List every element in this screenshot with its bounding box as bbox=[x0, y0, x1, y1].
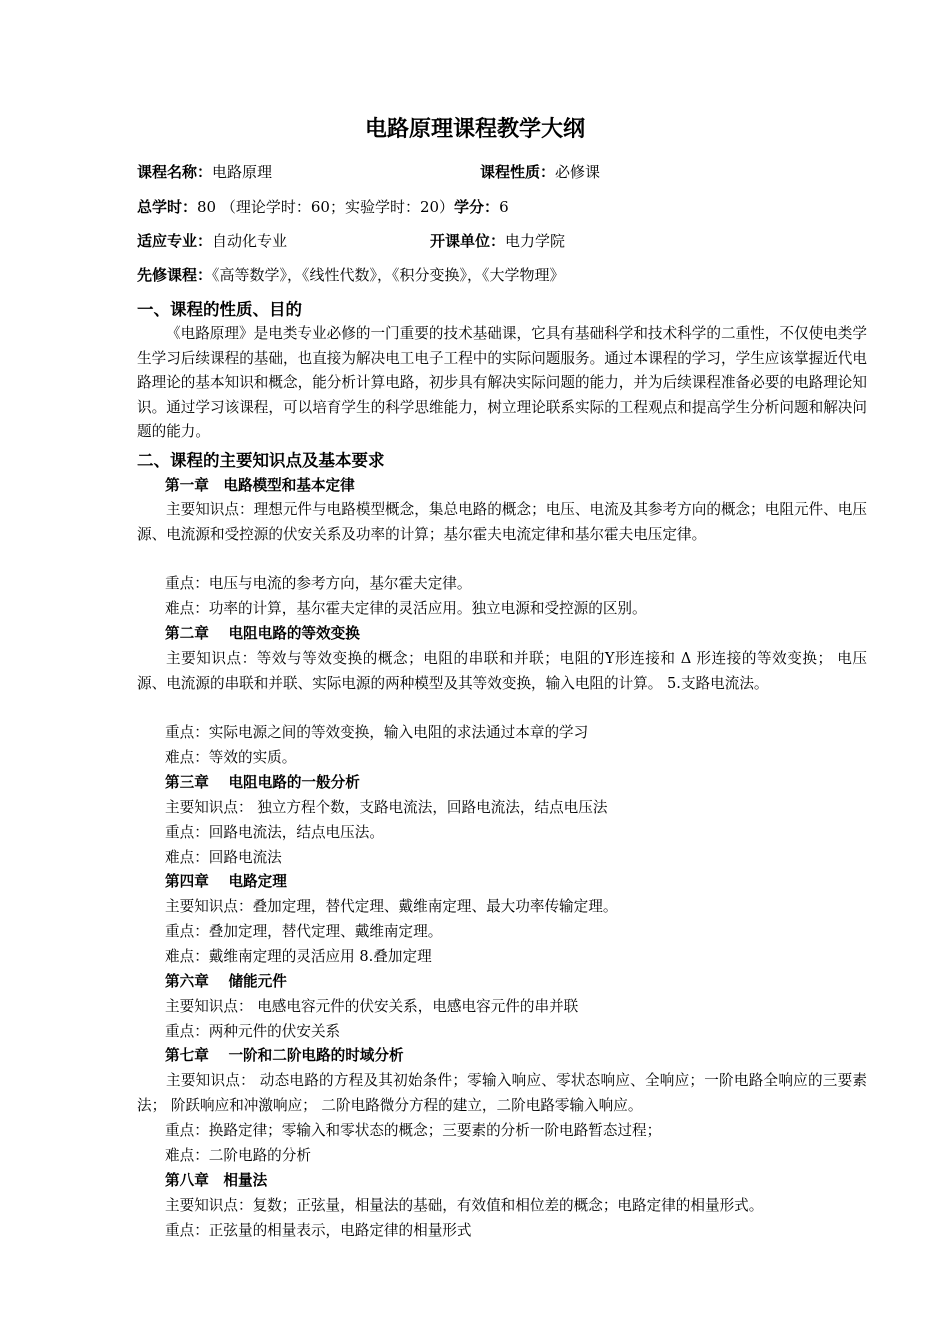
chapter1-key: 重点：电压与电流的参考方向，基尔霍夫定律。 bbox=[165, 575, 472, 592]
chapter7-main: 主要知识点： 动态电路的方程及其初始条件；零输入响应、零状态响应、全响应；一阶电路全响应的三要素法； 阶跃响应和冲激响应； 二阶电路微分方程的建立，二阶电路零输入响应。 bbox=[137, 1072, 867, 1114]
section1-heading: 一、课程的性质、目的 bbox=[137, 300, 302, 319]
prereq-value: 《高等数学》，《线性代数》，《积分变换》，《大学物理》 bbox=[212, 266, 565, 284]
chapter2-key: 重点：实际电源之间的等效变换，输入电阻的求法通过本章的学习 bbox=[165, 724, 589, 741]
meta-row-prereq bbox=[137, 263, 565, 287]
credits-value: 6 bbox=[499, 198, 509, 216]
course-type bbox=[480, 160, 600, 184]
meta-row-major-unit bbox=[137, 229, 566, 253]
section1-body: 《电路原理》是电类专业必修的一门重要的技术基础课，它具有基础科学和技术科学的二重性，不仅使电类学生学习后续课程的基础，也直接为解决电工电子工程中的实际问题服务。通过本课程的学习，学生应该掌握近代电路理论的基本知识和概念，能分析计算电路，初步具有解决实际问题的能力，并为后续课程准备必要的电路理论知识。通过学习该课程，可以培育学生的科学思维能力，树立理论联系实际的工程观点和提高学生分析问题和解决问题的能力。 bbox=[137, 325, 867, 441]
chapter4-key: 重点：叠加定理，替代定理、戴维南定理。 bbox=[165, 923, 443, 940]
chapter8-main: 主要知识点：复数；正弦量，相量法的基础，有效值和相位差的概念；电路定律的相量形式。 bbox=[165, 1197, 764, 1214]
chapter6-key: 重点：两种元件的伏安关系 bbox=[165, 1023, 341, 1040]
chapter4-hard: 难点：戴维南定理的灵活应用 8.叠加定理 bbox=[165, 948, 432, 965]
credits-label: 学分： bbox=[454, 198, 500, 216]
chapter2-hard: 难点：等效的实质。 bbox=[165, 749, 297, 766]
chapter3-title: 第三章 电阻电路的一般分析 bbox=[165, 774, 360, 791]
chapter1-main: 主要知识点：理想元件与电路模型概念，集总电路的概念；电压、电流及其参考方向的概念；电阻元件、电压源、电流源和受控源的伏安关系及功率的计算；基尔霍夫电流定律和基尔霍夫电压定律。 bbox=[137, 501, 867, 543]
chapter3-key: 重点：回路电流法，结点电压法。 bbox=[165, 824, 384, 841]
chapter2-main: 主要知识点：等效与等效变换的概念；电阻的串联和并联；电阻的Y形连接和 Δ 形连接的等效变换； 电压源、电流源的串联和并联、实际电源的两种模型及其等效变换，输入电阻的计算。 5.支路电流法。 bbox=[137, 650, 867, 692]
chapter8-key: 重点：正弦量的相量表示，电路定律的相量形式 bbox=[165, 1222, 472, 1239]
chapter2-title: 第二章 电阻电路的等效变换 bbox=[165, 625, 360, 642]
meta-row-name-type bbox=[137, 160, 601, 184]
chapter4-title: 第四章 电路定理 bbox=[165, 873, 287, 890]
meta-row-hours bbox=[137, 195, 509, 219]
course-name-value: 电路原理 bbox=[212, 163, 273, 181]
unit-label: 开课单位： bbox=[430, 232, 506, 250]
unit bbox=[430, 229, 565, 253]
chapter7-key: 重点：换路定律；零输入和零状态的概念；三要素的分析一阶电路暂态过程； bbox=[165, 1122, 662, 1139]
course-name-label: 课程名称： bbox=[137, 163, 213, 181]
chapter1-hard: 难点：功率的计算，基尔霍夫定律的灵活应用。独立电源和受控源的区别。 bbox=[165, 600, 647, 617]
section2-heading: 二、课程的主要知识点及基本要求 bbox=[137, 451, 385, 470]
document-title: 电路原理课程教学大纲 bbox=[364, 117, 585, 142]
chapter3-hard: 难点：回路电流法 bbox=[165, 849, 282, 866]
prereq-label: 先修课程： bbox=[137, 266, 213, 284]
chapter3-main: 主要知识点： 独立方程个数，支路电流法，回路电流法，结点电压法 bbox=[165, 799, 608, 816]
hours-label: 总学时： bbox=[137, 198, 198, 216]
chapter8-title: 第八章 相量法 bbox=[165, 1172, 268, 1189]
hours-value: 80 （理论学时：60；实验学时：20） bbox=[197, 198, 455, 216]
chapter7-hard: 难点：二阶电路的分析 bbox=[165, 1147, 311, 1164]
course-type-value: 必修课 bbox=[555, 163, 601, 181]
chapter6-title: 第六章 储能元件 bbox=[165, 973, 287, 990]
course-type-label: 课程性质： bbox=[480, 163, 556, 181]
chapter4-main: 主要知识点：叠加定理，替代定理、戴维南定理、最大功率传输定理。 bbox=[165, 898, 618, 915]
chapter6-main: 主要知识点： 电感电容元件的伏安关系，电感电容元件的串并联 bbox=[165, 998, 579, 1015]
major-label: 适应专业： bbox=[137, 232, 213, 250]
chapter7-title: 第七章 一阶和二阶电路的时域分析 bbox=[165, 1047, 404, 1064]
unit-value: 电力学院 bbox=[505, 232, 566, 250]
major-value: 自动化专业 bbox=[212, 232, 288, 250]
chapter1-title: 第一章 电路模型和基本定律 bbox=[165, 477, 355, 494]
